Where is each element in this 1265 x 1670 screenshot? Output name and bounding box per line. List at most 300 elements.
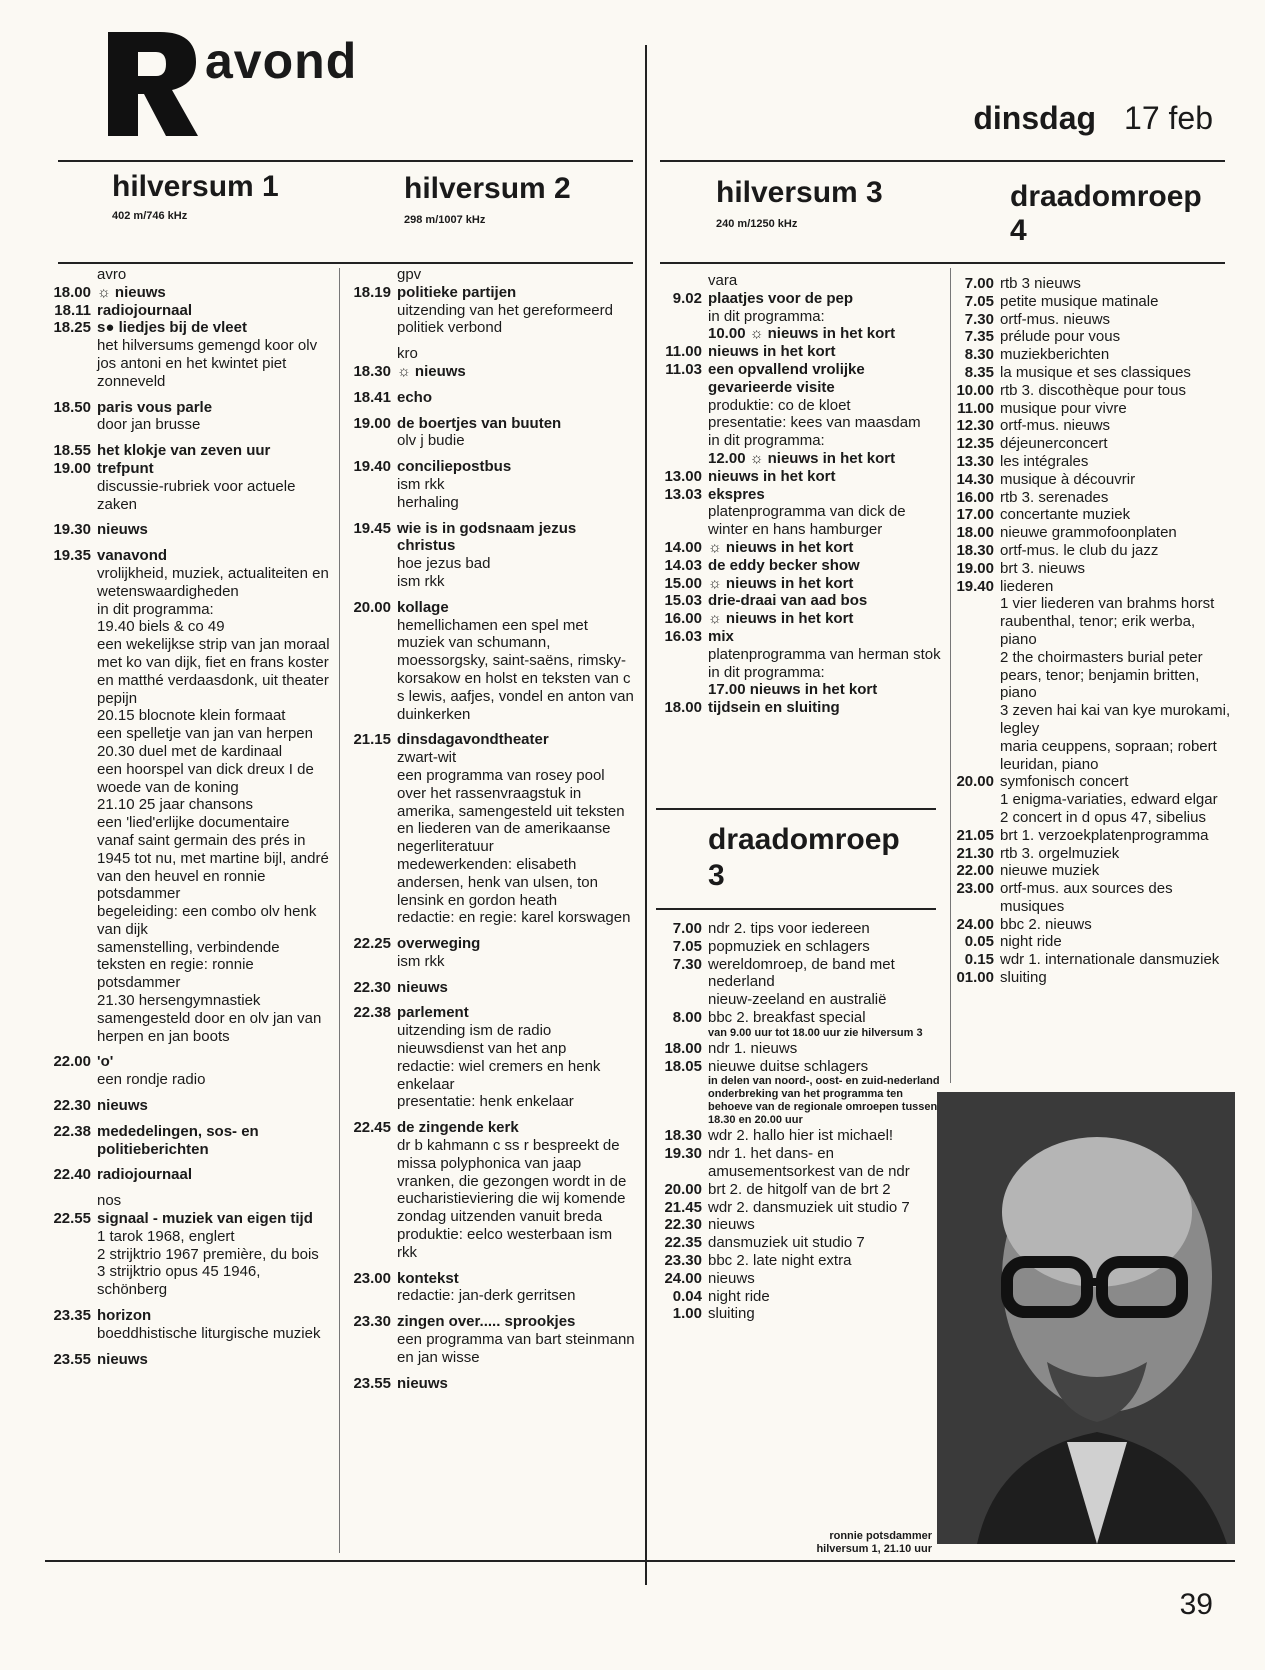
program-description: presentatie: henk enkelaar [397,1093,574,1111]
program-row [656,1145,940,1181]
program-description: in dit programma: [708,663,825,681]
station-h3-name: hilversum 3 [716,176,883,209]
station-d3-title: draadomroep [708,823,900,856]
program-row [656,664,946,682]
program-row [45,725,330,743]
program-time [45,1246,97,1264]
program-row [656,1058,940,1076]
program-time: 22.38 [53,1122,91,1140]
program-title: nieuws in het kort [708,467,836,485]
program-row [45,478,330,514]
program-row [45,939,330,992]
program-time [345,266,397,284]
program-time [656,414,708,432]
program-row [948,275,1232,293]
program-row [948,595,1232,648]
program-row [45,1010,330,1046]
program-time [948,595,1000,648]
program-time [656,646,708,664]
program-description: een programma van bart steinmann en jan wisse [397,1331,635,1366]
program-time: 7.00 [964,275,994,292]
program-time [656,991,708,1009]
program-time [656,503,708,539]
rule-left-sub [58,262,633,264]
program-row [345,1058,635,1094]
program-description: ism rkk [397,952,445,970]
program-description: herhaling [397,493,459,511]
program-row [656,539,946,557]
program-time: 0.04 [672,1287,702,1305]
program-time: 19.00 [353,414,391,432]
program-description: maria ceuppens, sopraan; robert leuridan, piano [1000,737,1217,773]
program-time: 14.00 [664,538,702,556]
program-row [656,699,946,717]
program-time: 7.05 [672,937,702,955]
program-row [345,935,635,953]
program-time [656,325,708,343]
section-title: avond [205,33,358,89]
program-description: bbc 2. breakfast special [708,1008,866,1026]
program-row [345,573,635,591]
program-row [656,1270,940,1288]
program-time [345,617,397,724]
program-row [45,618,330,636]
program-time: 20.00 [664,1180,702,1198]
program-row [45,1263,330,1299]
program-time [656,432,708,450]
program-title: de zingende kerk [397,1119,519,1137]
program-description: rtb 3. discothèque pour tous [1000,381,1186,399]
program-time [45,601,97,619]
program-time [345,856,397,909]
program-description: vara [708,272,738,289]
program-row [345,1331,635,1367]
program-description: 2 the choirmasters burial peter pears, tenor; benjamin britten, piano [1000,648,1203,702]
program-time [948,791,1000,809]
program-row [345,1313,635,1331]
program-description: produktie: co de kloet [708,396,851,414]
program-description: samenstelling, verbindende teksten en regie: ronnie potsdammer [97,938,280,992]
program-description: 3 strijktrio opus 45 1946, schönberg [97,1263,261,1299]
program-description: wdr 1. internationale dansmuziek [1000,951,1220,969]
program-time [345,302,397,338]
program-row [45,707,330,725]
program-title: ☼ nieuws in het kort [708,610,854,628]
program-row [345,555,635,573]
program-row [45,636,330,654]
program-time [45,636,97,654]
program-time: 8.30 [964,346,994,364]
program-title: nieuws [397,1374,448,1392]
program-title: plaatjes voor de pep [708,289,854,307]
program-row [948,346,1232,364]
program-time [345,432,397,450]
program-time: 12.30 [956,417,994,435]
program-title: drie-draai van aad bos [708,592,868,610]
program-description: wdr 2. dansmuziek uit studio 7 [708,1198,910,1216]
station-h3-freq: 240 m/1250 kHz [716,218,798,230]
program-row [656,1075,940,1127]
program-description: 3 zeven hai kai van kye murokami, legley [1000,702,1231,737]
program-row [45,1192,330,1210]
program-row [45,337,330,390]
program-row [948,311,1232,329]
program-time: 22.45 [353,1119,391,1137]
program-row [656,592,946,610]
program-row [345,415,635,433]
program-row [656,343,946,361]
program-row [345,458,635,476]
program-time: 20.00 [353,598,391,616]
program-row [345,345,635,363]
program-time: 24.00 [664,1269,702,1287]
program-time [45,743,97,761]
caption-line-2: hilversum 1, 21.10 uur [816,1543,932,1555]
program-time [45,725,97,743]
program-description: in dit programma: [97,600,214,618]
program-row [345,1287,635,1305]
program-title: het klokje van zeven uur [97,442,271,460]
program-row [948,738,1232,774]
program-time: 23.30 [353,1313,391,1331]
date: 17 feb [1124,100,1213,136]
program-time: 0.05 [964,933,994,951]
program-title: signaal - muziek van eigen tijd [97,1210,313,1228]
program-description: liederen [1000,577,1054,595]
program-row [45,1097,330,1115]
program-description: symfonisch concert [1000,773,1129,791]
program-time: 20.00 [956,773,994,791]
station-h2-name: hilversum 2 [404,172,571,205]
program-row [45,1123,330,1159]
program-description: sluiting [708,1305,755,1323]
program-row [656,1009,940,1027]
program-description: in dit programma: [708,432,825,450]
program-time [656,1027,708,1040]
program-row [345,302,635,338]
program-description: in dit programma: [708,307,825,325]
program-row [656,646,946,664]
program-time: 19.40 [956,577,994,595]
program-time: 18.30 [664,1127,702,1145]
schedule-hilversum-2 [345,266,635,1392]
program-title: nieuws in het kort [708,343,836,361]
program-row [345,1119,635,1137]
program-description: 21.30 hersengymnastiek [97,992,261,1010]
program-description: een rondje radio [97,1071,206,1089]
program-description: een spelletje van jan van herpen [97,725,313,743]
program-row [656,1234,940,1252]
program-time [656,664,708,682]
program-row [45,1071,330,1089]
program-title: nieuws [97,1097,148,1115]
program-title: 10.00 ☼ nieuws in het kort [708,325,896,343]
program-description: redactie: jan-derk gerritsen [397,1287,576,1305]
program-description: nieuws [708,1216,755,1234]
program-description: rtb 3. orgelmuziek [1000,844,1120,862]
program-time [45,939,97,992]
program-time: 19.00 [956,559,994,577]
program-description: een 'lied'erlijke documentaire vanaf saint germain des prés in 1945 tot nu, met martine bijl, andré van den heuvel en ronnie potsdammer [97,814,329,903]
program-time [45,478,97,514]
program-row [948,809,1232,827]
program-time: 19.40 [353,458,391,476]
program-description: uitzending ism de radio nieuwsdienst van het anp [397,1022,567,1058]
program-time: 15.00 [664,574,702,592]
program-description: zwart-wit [397,749,457,767]
program-description: 1 vier liederen van brahms horst raubenthal, tenor; erik werba, piano [1000,595,1215,648]
program-row [345,284,635,302]
program-time: 18.05 [664,1057,702,1075]
program-description: begeleiding: een combo olv henk van dijk [97,903,317,938]
program-row [45,416,330,434]
program-title: kontekst [397,1269,459,1287]
program-description: prélude pour vous [1000,328,1121,346]
col-divider-1 [339,268,340,1553]
program-time [345,1137,397,1226]
program-description: dr b kahmann c ss r bespreekt de missa polyphonica van jaap vranken, die gezongen wordt in de eucharistieviering die wij komende zondag uitzenden vanuit breda [397,1137,627,1226]
center-divider [645,45,647,1585]
program-row [656,1127,940,1145]
program-time [45,654,97,707]
program-time: 18.19 [353,283,391,301]
program-time [345,476,397,494]
program-row [656,1040,940,1058]
program-time [948,702,1000,738]
program-time: 15.03 [664,592,702,610]
program-time [45,1192,97,1210]
program-description: ism rkk [397,475,445,493]
program-description: ortf-mus. le club du jazz [1000,541,1159,559]
program-row [948,862,1232,880]
program-row [656,1181,940,1199]
program-title: parlement [397,1004,469,1022]
program-row [948,702,1232,738]
program-title: overweging [397,935,481,953]
program-title: s● liedjes bij de vleet [97,319,247,337]
program-title: dinsdagavondtheater [397,731,549,749]
program-description: avro [97,266,127,283]
program-row [948,560,1232,578]
program-time: 24.00 [956,915,994,933]
program-title: radiojournaal [97,301,193,319]
schedule-draadomroep-4 [948,275,1232,987]
program-description: het hilversums gemengd koor olv jos antoni en het kwintet piet zonneveld [97,337,318,390]
caption-line-1: ronnie potsdammer [829,1530,932,1542]
program-description: ortf-mus. nieuws [1000,310,1111,328]
program-description: popmuziek en schlagers [708,937,870,955]
program-time [656,450,708,468]
program-description: vrolijkheid, muziek, actualiteiten en wetenswaardigheden [97,564,329,600]
rule-left-top [58,160,633,162]
program-row [948,506,1232,524]
program-time: 8.35 [964,363,994,381]
program-row [45,266,330,284]
station-d4-number: 4 [1010,214,1027,247]
program-row [948,417,1232,435]
program-time [345,1226,397,1262]
program-time: 16.00 [664,610,702,628]
program-row [656,610,946,628]
program-time [656,1075,708,1127]
portrait-photo [937,1092,1235,1544]
program-title: trefpunt [97,459,154,477]
program-time [345,1331,397,1367]
program-time: 11.00 [957,399,994,417]
program-title: horizon [97,1307,152,1325]
program-row [45,1246,330,1264]
program-row [345,432,635,450]
program-time: 23.55 [353,1374,391,1392]
rule-bottom [45,1560,1235,1562]
program-description: ndr 2. tips voor iedereen [708,920,870,937]
program-row [345,953,635,971]
program-description: musique pour vivre [1000,399,1127,417]
program-title: een opvallend vrolijke gevarieerde visite [708,360,865,396]
program-description: redactie: wiel cremers en henk enkelaar [397,1057,601,1093]
program-description: wereldomroep, de band met nederland [708,955,895,991]
program-description: musique à découvrir [1000,470,1136,488]
program-time [45,707,97,725]
program-time: 21.15 [353,731,391,749]
program-title: mix [708,627,734,645]
program-description: nos [97,1192,122,1210]
program-title: 17.00 nieuws in het kort [708,681,878,699]
program-description: platenprogramma van herman stok [708,645,941,663]
program-time [45,1325,97,1343]
program-time [45,761,97,797]
program-time: 23.30 [664,1251,702,1269]
program-time [345,573,397,591]
program-row [345,520,635,556]
program-time: 7.05 [964,292,994,310]
program-time: 19.30 [664,1145,702,1163]
program-row [45,547,330,565]
program-row [45,992,330,1010]
program-row [45,654,330,707]
program-description: 20.15 blocnote klein formaat [97,707,286,725]
program-time: 11.00 [665,343,702,361]
program-row [656,486,946,504]
program-time: 18.00 [956,524,994,542]
station-d3-name [708,822,900,894]
program-row [656,1252,940,1270]
program-row [45,1351,330,1369]
program-row [656,575,946,593]
program-description: hoe jezus bad [397,555,491,573]
program-title: ☼ nieuws [97,283,166,301]
program-row [345,979,635,997]
program-time: 22.30 [664,1216,702,1234]
program-row [656,272,946,290]
station-h1-freq: 402 m/746 kHz [112,210,188,222]
program-time: 19.00 [53,459,91,477]
program-time: 23.00 [353,1269,391,1287]
program-title: tijdsein en sluiting [708,699,840,717]
program-time [656,272,708,290]
station-d4-name [1010,180,1202,248]
program-description: ortf-mus. aux sources des musiques [1000,880,1173,915]
program-row [656,503,946,539]
program-time [45,266,97,284]
program-row [345,617,635,724]
program-time [45,1263,97,1299]
station-h1-name: hilversum 1 [112,170,279,203]
program-time: 18.11 [54,301,91,319]
program-time: 1.00 [672,1305,702,1323]
program-time [345,1058,397,1094]
program-row [45,284,330,302]
schedule-hilversum-1 [45,266,330,1368]
program-description: nieuwe duitse schlagers [708,1057,869,1075]
program-time [45,903,97,939]
program-description: 19.40 biels & co 49 [97,618,225,636]
program-row [656,557,946,575]
program-description: platenprogramma van dick de winter en hans hamburger [708,503,906,539]
program-time: 18.00 [664,1039,702,1057]
program-time: 22.55 [53,1210,91,1228]
program-row [948,489,1232,507]
program-row [948,453,1232,471]
program-time [345,1287,397,1305]
program-description: ism rkk [397,572,445,590]
program-time: 7.00 [672,920,702,937]
program-time: 9.02 [672,289,702,307]
program-row [345,731,635,749]
program-description: brt 1. verzoekplatenprogramma [1000,826,1209,844]
program-row [948,471,1232,489]
program-time: 11.03 [665,360,702,378]
program-time: 21.30 [956,844,994,862]
program-row [656,1027,940,1040]
program-time: 23.55 [53,1350,91,1368]
program-row [345,1137,635,1226]
program-title: 'o' [97,1053,114,1071]
program-row [948,649,1232,702]
program-row [948,524,1232,542]
program-time [948,738,1000,774]
program-description: brt 3. nieuws [1000,559,1086,577]
program-row [948,328,1232,346]
program-description: gpv [397,266,422,283]
program-row [45,1325,330,1343]
program-time [656,308,708,326]
program-time [345,749,397,767]
program-time [45,1228,97,1246]
page-number: 39 [1179,1588,1213,1621]
program-row [656,397,946,415]
rule-right-sub [660,262,1225,264]
program-time [45,1071,97,1089]
program-time: 7.30 [964,310,994,328]
weekday: dinsdag [973,100,1097,136]
schedule-draadomroep-3 [656,920,940,1323]
program-row [45,1307,330,1325]
program-description: nieuwe grammofoonplaten [1000,524,1177,542]
program-description: 2 strijktrio 1967 première, du bois [97,1245,319,1263]
program-description: dansmuziek uit studio 7 [708,1234,865,1252]
program-description: brt 2. de hitgolf van de brt 2 [708,1180,891,1198]
program-row [948,542,1232,560]
program-time: 14.03 [664,556,702,574]
program-time: 16.00 [956,488,994,506]
program-row [656,450,946,468]
program-time [656,681,708,699]
program-title: mededelingen, sos- en politieberichten [97,1122,259,1158]
program-row [45,442,330,460]
program-time [45,992,97,1010]
rule-d3-sub [656,908,936,910]
